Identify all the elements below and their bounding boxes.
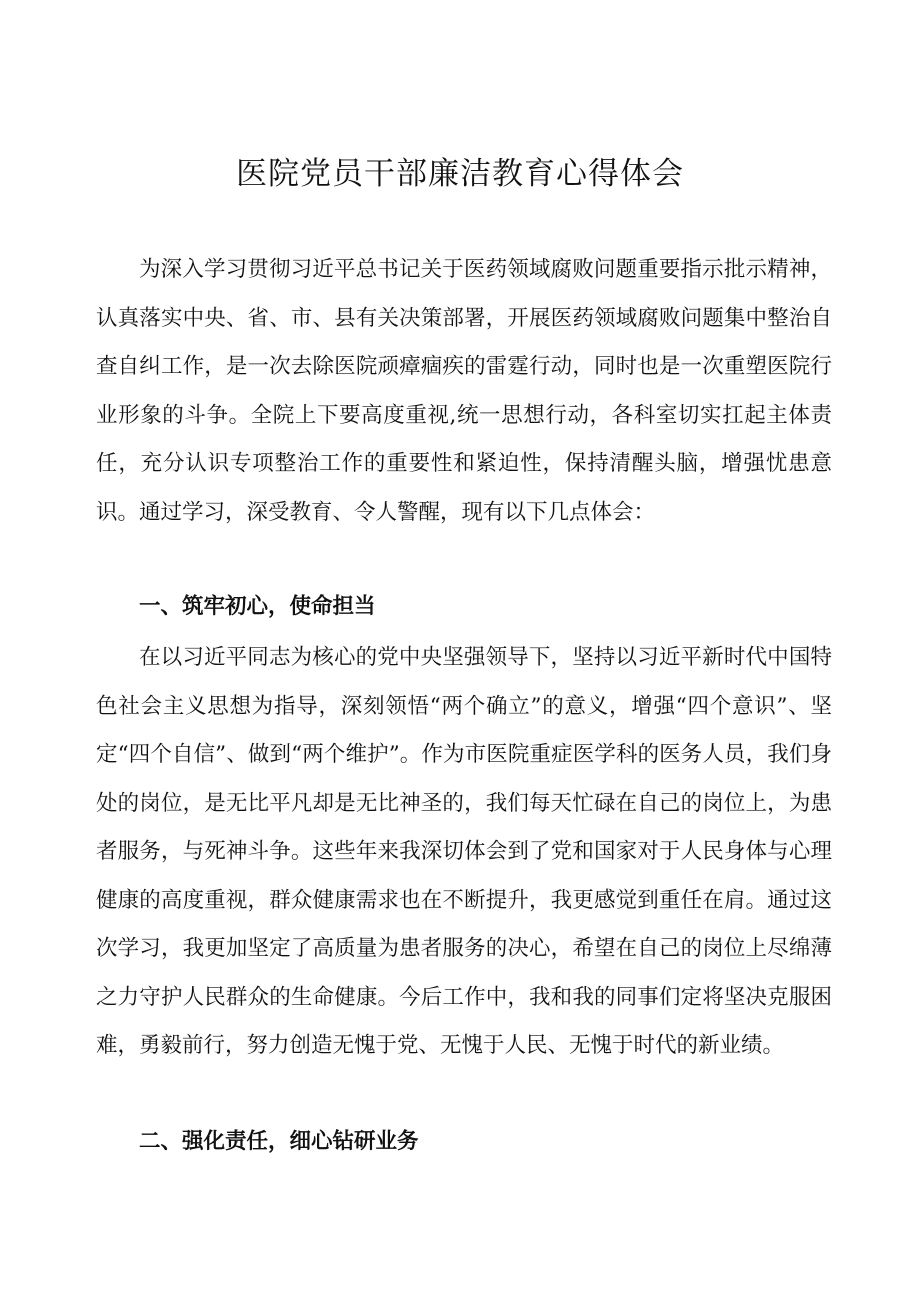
section-1-paragraph: 在以习近平同志为核心的党中央坚强领导下，坚持以习近平新时代中国特色社会主义思想为指导，深刻领悟“两个确立”的意义，增强“四个意识”、坚定“四个自信”、做到“两个维护”。作为市医院重症医学科的医务人员，我们身处的岗位，是无比平凡却是无比神圣的，我们每天忙碌在自己的岗位上，为患者服务，与死神斗争。这些年来我深切体会到了党和国家对于人民身体与心理健康的高度重视，群众健康需求也在不断提升，我更感觉到重任在肩。通过这次学习，我更加坚定了高质量为患者服务的决心，希望在自己的岗位上尽绵薄之力守护人民群众的生命健康。今后工作中，我和我的同事们定将坚决克服困难，勇毅前行，努力创造无愧于党、无愧于人民、无愧于时代的新业绩。 bbox=[96, 645, 832, 1058]
intro-block bbox=[96, 246, 832, 537]
section-2-heading: 二、强化责任，细心钻研业务 bbox=[139, 1129, 419, 1154]
section-1-block bbox=[96, 634, 832, 1071]
section-1-heading: 一、筑牢初心，使命担当 bbox=[139, 594, 376, 619]
document-title: 医院党员干部廉洁教育心得体会 bbox=[236, 156, 684, 192]
intro-paragraph: 为深入学习贯彻习近平总书记关于医药领域腐败问题重要指示批示精神，认真落实中央、省、市、县有关决策部署，开展医药领域腐败问题集中整治自查自纠工作，是一次去除医院顽瘴痼疾的雷霆行动，同时也是一次重塑医院行业形象的斗争。全院上下要高度重视,统一思想行动，各科室切实扛起主体责任，充分认识专项整治工作的重要性和紧迫性，保持清醒头脑，增强忧患意识。通过学习，深受教育、令人警醒，现有以下几点体会： bbox=[96, 257, 832, 525]
